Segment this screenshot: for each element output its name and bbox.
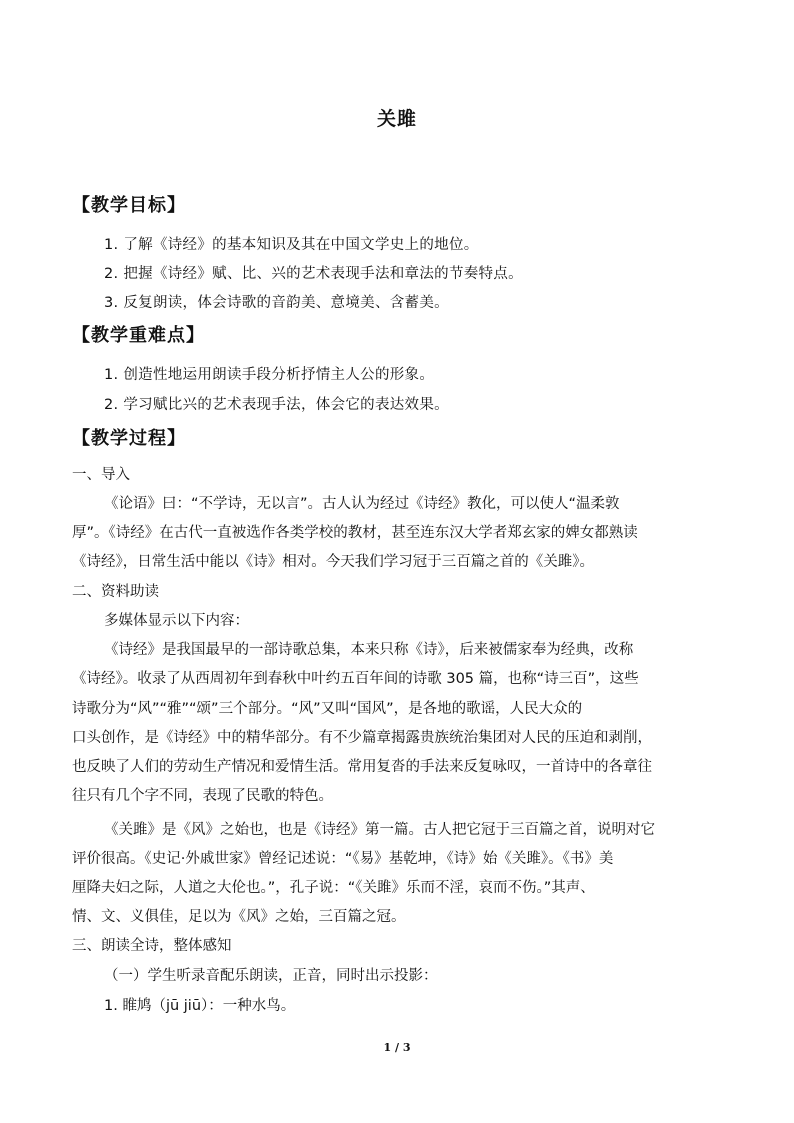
section-heading-goals: 【教学目标】 xyxy=(72,195,186,216)
material-p2-line: 情、文、义俱佳，足以为《风》之始，三百篇之冠。 xyxy=(72,909,406,925)
section-heading-process: 【教学过程】 xyxy=(72,428,186,449)
material-p2-line: 《关雎》是《风》之始也，也是《诗经》第一篇。古人把它冠于三百篇之首，说明对它 xyxy=(104,822,655,838)
page-number: 1 / 3 xyxy=(383,1041,411,1054)
intro-heading: 一、导入 xyxy=(72,467,130,483)
material-heading: 二、资料助读 xyxy=(72,584,159,600)
material-p1-line: 往只有几个字不同，表现了民歌的特色。 xyxy=(72,788,333,804)
intro-line: 《诗经》，日常生活中能以《诗》相对。今天我们学习冠于三百篇之首的《关雎》。 xyxy=(72,554,594,570)
material-p1-line: 诗歌分为“风”“雅”“颂”三个部分。“风”又叫“国风”，是各地的歌谣，人民大众的 xyxy=(72,701,583,717)
reading-item-1: 1. 睢鸠（jū jiū）：一种水鸟。 xyxy=(104,998,296,1014)
reading-sub: （一）学生听录音配乐朗读，正音，同时出示投影： xyxy=(104,968,438,984)
intro-line: 《论语》曰：“不学诗，无以言”。古人认为经过《诗经》教化，可以使人“温柔敦 xyxy=(104,496,620,512)
section-heading-keypoints: 【教学重难点】 xyxy=(72,325,205,346)
keypoint-item-2: 2. 学习赋比兴的艺术表现手法，体会它的表达效果。 xyxy=(104,397,449,413)
material-p1-line: 《诗经》是我国最早的一部诗歌总集，本来只称《诗》，后来被儒家奉为经典，改称 xyxy=(104,642,634,658)
reading-heading: 三、朗读全诗，整体感知 xyxy=(72,938,232,954)
material-p1-line: 《诗经》。收录了从西周初年到春秋中叶约五百年间的诗歌 305 篇，也称“诗三百”，这些 xyxy=(72,671,639,687)
material-p1-line: 口头创作，是《诗经》中的精华部分。有不少篇章揭露贵族统治集团对人民的压迫和剥削， xyxy=(72,730,652,746)
material-p2-line: 厘降夫妇之际，人道之大伦也。”，孔子说：“《关雎》乐而不淫，哀而不伤。”其声、 xyxy=(72,880,595,896)
material-p2-line: 评价很高。《史记·外戚世家》曾经记述说：“《易》基乾坤，《诗》始《关雎》。《书》美 xyxy=(72,851,614,867)
goal-item-1: 1. 了解《诗经》的基本知识及其在中国文学史上的地位。 xyxy=(104,237,479,253)
page-title: 关雎 xyxy=(376,108,417,130)
keypoint-item-1: 1. 创造性地运用朗读手段分析抒情主人公的形象。 xyxy=(104,367,435,383)
material-intro: 多媒体显示以下内容： xyxy=(104,613,249,629)
intro-line: 厚”。《诗经》在古代一直被选作各类学校的教材，甚至连东汉大学者郑玄家的婢女都熟读 xyxy=(72,525,638,541)
material-p1-line: 也反映了人们的劳动生产情况和爱情生活。常用复沓的手法来反复咏叹，一首诗中的各章往 xyxy=(72,759,652,775)
goal-item-2: 2. 把握《诗经》赋、比、兴的艺术表现手法和章法的节奏特点。 xyxy=(104,266,523,282)
goal-item-3: 3. 反复朗读，体会诗歌的音韵美、意境美、含蓄美。 xyxy=(104,295,449,311)
